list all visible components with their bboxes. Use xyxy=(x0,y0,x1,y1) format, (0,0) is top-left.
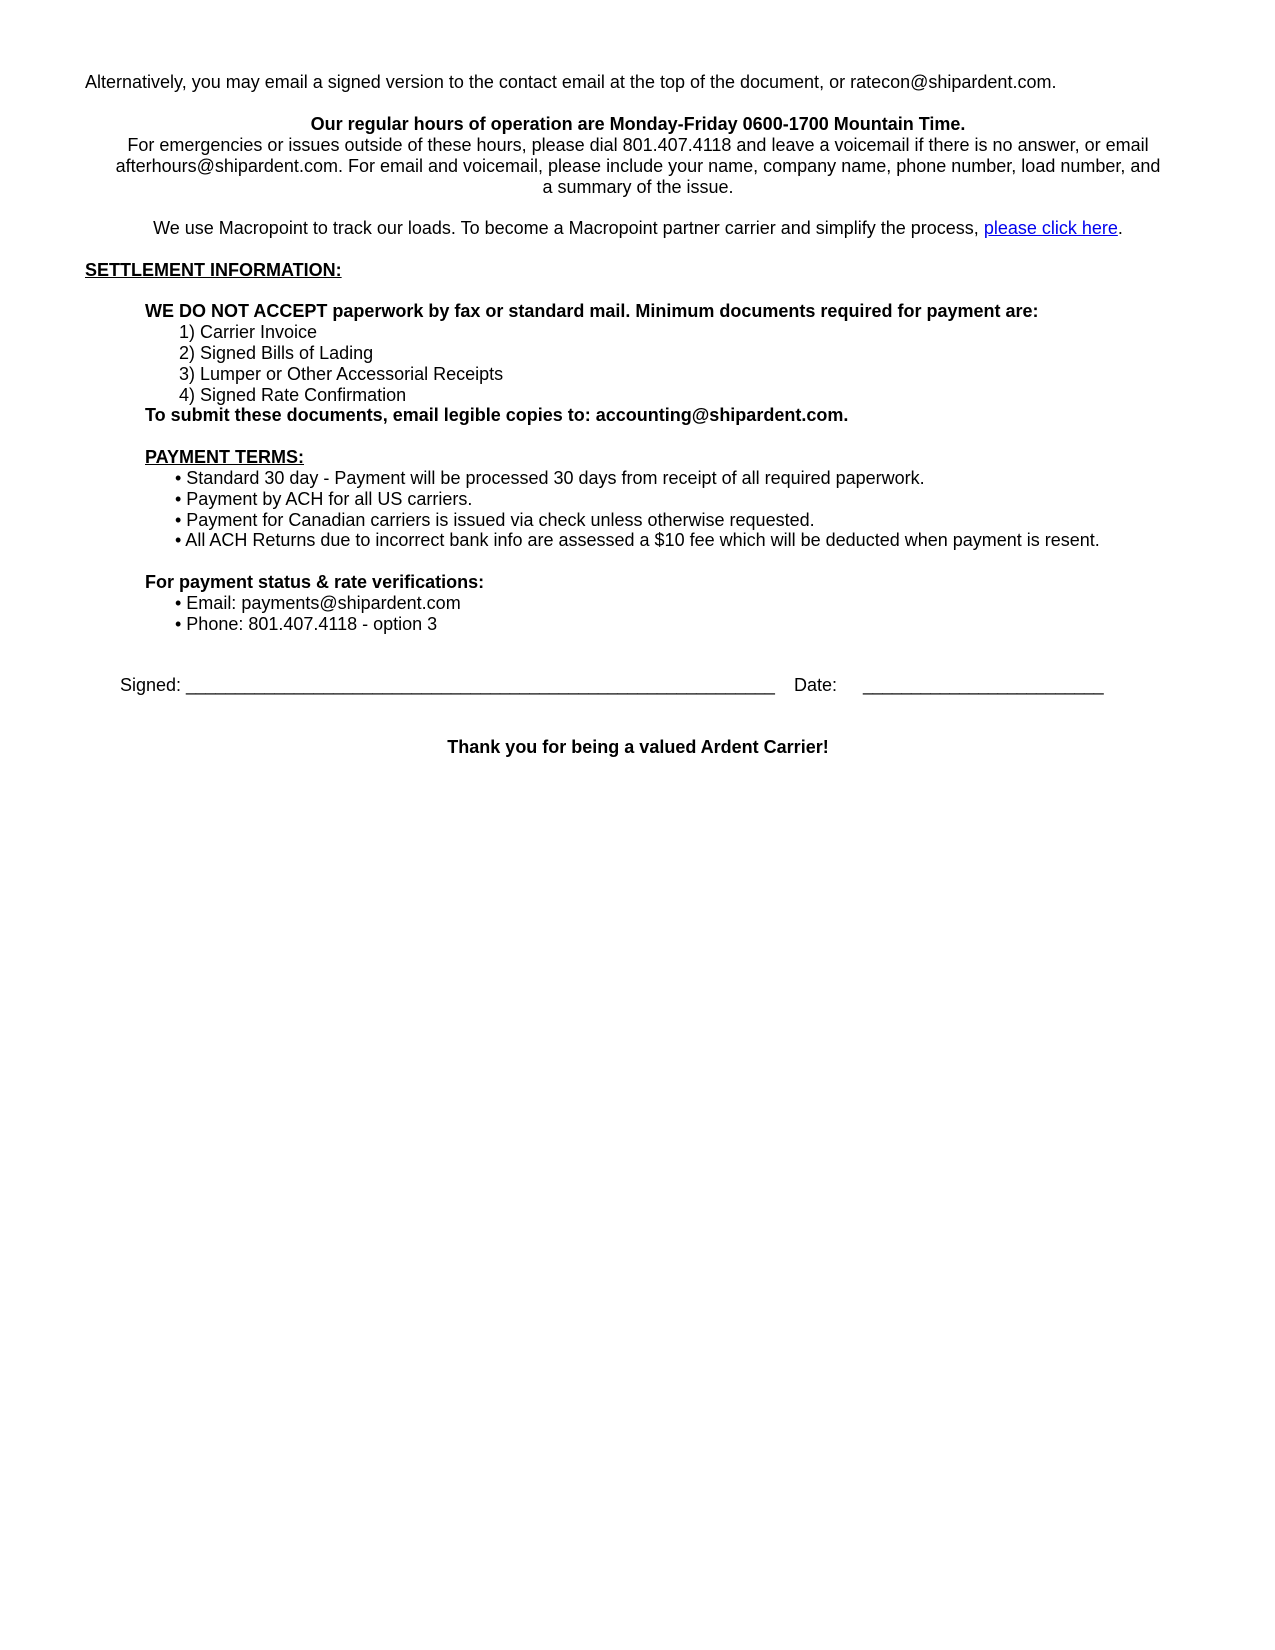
settlement-heading: SETTLEMENT INFORMATION: xyxy=(85,260,342,280)
payment-status-email: • Email: payments@shipardent.com xyxy=(175,593,461,613)
alternative-email-text: Alternatively, you may email a signed version to the contact email at the top of the document, or ratecon@shipardent.com. xyxy=(85,72,1057,92)
payment-term-item-3: • Payment for Canadian carriers is issued via check unless otherwise requested. xyxy=(175,510,815,530)
payment-terms-heading: PAYMENT TERMS: xyxy=(145,447,305,467)
payment-term-item-1: • Standard 30 day - Payment will be processed 30 days from receipt of all required paperwork. xyxy=(175,468,925,488)
payment-term-item-4: • All ACH Returns due to incorrect bank info are assessed a $10 fee which will be deducted when payment is resent. xyxy=(175,530,1100,550)
document-item-2: 2) Signed Bills of Lading xyxy=(179,343,374,363)
document-item-3: 3) Lumper or Other Accessorial Receipts xyxy=(179,364,504,384)
document-item-4: 4) Signed Rate Confirmation xyxy=(179,385,407,405)
macropoint-trailing: . xyxy=(1117,218,1123,238)
date-label: Date: xyxy=(794,675,838,695)
signed-label: Signed: xyxy=(120,675,182,695)
emergency-text-line-3: a summary of the issue. xyxy=(542,177,734,197)
macropoint-paragraph xyxy=(88,217,1188,239)
macropoint-text: We use Macropoint to track our loads. To become a Macropoint partner carrier and simplify the process, xyxy=(153,218,984,238)
no-accept-notice: WE DO NOT ACCEPT paperwork by fax or standard mail. Minimum documents required for payment are: xyxy=(145,301,1039,321)
payment-status-phone: • Phone: 801.407.4118 - option 3 xyxy=(175,614,438,634)
date-line[interactable]: _________________________ xyxy=(863,675,1104,695)
macropoint-link[interactable]: please click here xyxy=(983,218,1118,238)
payment-term-item-2: • Payment by ACH for all US carriers. xyxy=(175,489,473,509)
submit-documents-text: To submit these documents, email legible copies to: accounting@shipardent.com. xyxy=(145,405,849,425)
signed-line[interactable]: ____________________________________________________________ xyxy=(186,675,775,695)
payment-status-heading: For payment status & rate verifications: xyxy=(145,572,485,592)
emergency-text-line-2: afterhours@shipardent.com. For email and voicemail, please include your name, company name, phone number, load number, and xyxy=(115,156,1161,176)
thank-you-message: Thank you for being a valued Ardent Carrier! xyxy=(447,737,829,757)
document-item-1: 1) Carrier Invoice xyxy=(179,322,318,342)
hours-heading: Our regular hours of operation are Monday-Friday 0600-1700 Mountain Time. xyxy=(310,114,966,134)
emergency-text-line-1: For emergencies or issues outside of these hours, please dial 801.407.4118 and leave a voicemail if there is no answer, or email xyxy=(127,135,1149,155)
